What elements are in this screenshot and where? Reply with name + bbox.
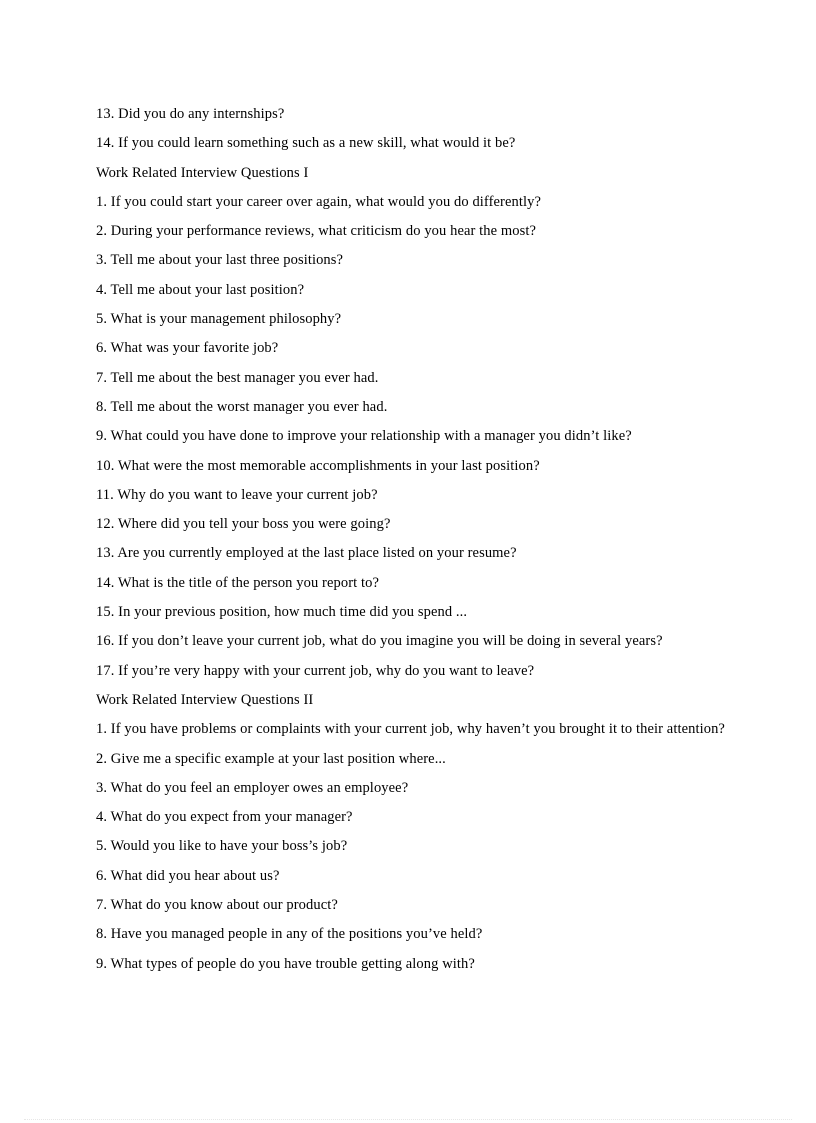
question-item: 3. What do you feel an employer owes an employee? [96,779,409,796]
question-item: 4. What do you expect from your manager? [96,809,353,826]
page-bottom-divider [24,1119,792,1120]
question-item: 9. What types of people do you have trouble getting along with? [96,955,475,972]
question-item: 13. Are you currently employed at the last place listed on your resume? [96,545,517,562]
question-item: 2. Give me a specific example at your last position where... [96,750,446,767]
question-item: 9. What could you have done to improve your relationship with a manager you didn’t like? [96,428,632,445]
question-item: 13. Did you do any internships? [96,106,285,122]
question-item: 15. In your previous position, how much time did you spend ... [96,604,468,621]
question-item: 11. Why do you want to leave your current job? [96,486,378,503]
section-heading: Work Related Interview Questions I [96,164,309,181]
question-item: 14. If you could learn something such as a new skill, what would it be? [96,135,516,152]
question-item: 6. What was your favorite job? [96,340,279,357]
question-item: 5. Would you like to have your boss’s job? [96,838,348,855]
question-item: 17. If you’re very happy with your current job, why do you want to leave? [96,662,535,679]
question-item: 4. Tell me about your last position? [96,281,305,298]
question-item: 16. If you don’t leave your current job, what do you imagine you will be doing in several years? [96,633,663,650]
question-item: 7. What do you know about our product? [96,897,338,914]
question-item: 14. What is the title of the person you report to? [96,574,379,591]
question-item: 12. Where did you tell your boss you were going? [96,516,391,533]
question-item: 7. Tell me about the best manager you ever had. [96,369,379,386]
question-item: 1. If you have problems or complaints with your current job, why haven’t you brought it to their attention? [96,721,725,738]
document-body [96,100,726,979]
question-item: 10. What were the most memorable accomplishments in your last position? [96,457,540,474]
question-item: 8. Tell me about the worst manager you ever had. [96,398,388,415]
question-item: 2. During your performance reviews, what criticism do you hear the most? [96,223,537,240]
section-heading: Work Related Interview Questions II [96,691,314,708]
question-item: 5. What is your management philosophy? [96,311,342,328]
question-item: 8. Have you managed people in any of the positions you’ve held? [96,926,483,943]
question-item: 3. Tell me about your last three positions? [96,252,344,269]
question-item: 6. What did you hear about us? [96,867,280,884]
question-item: 1. If you could start your career over again, what would you do differently? [96,193,542,210]
